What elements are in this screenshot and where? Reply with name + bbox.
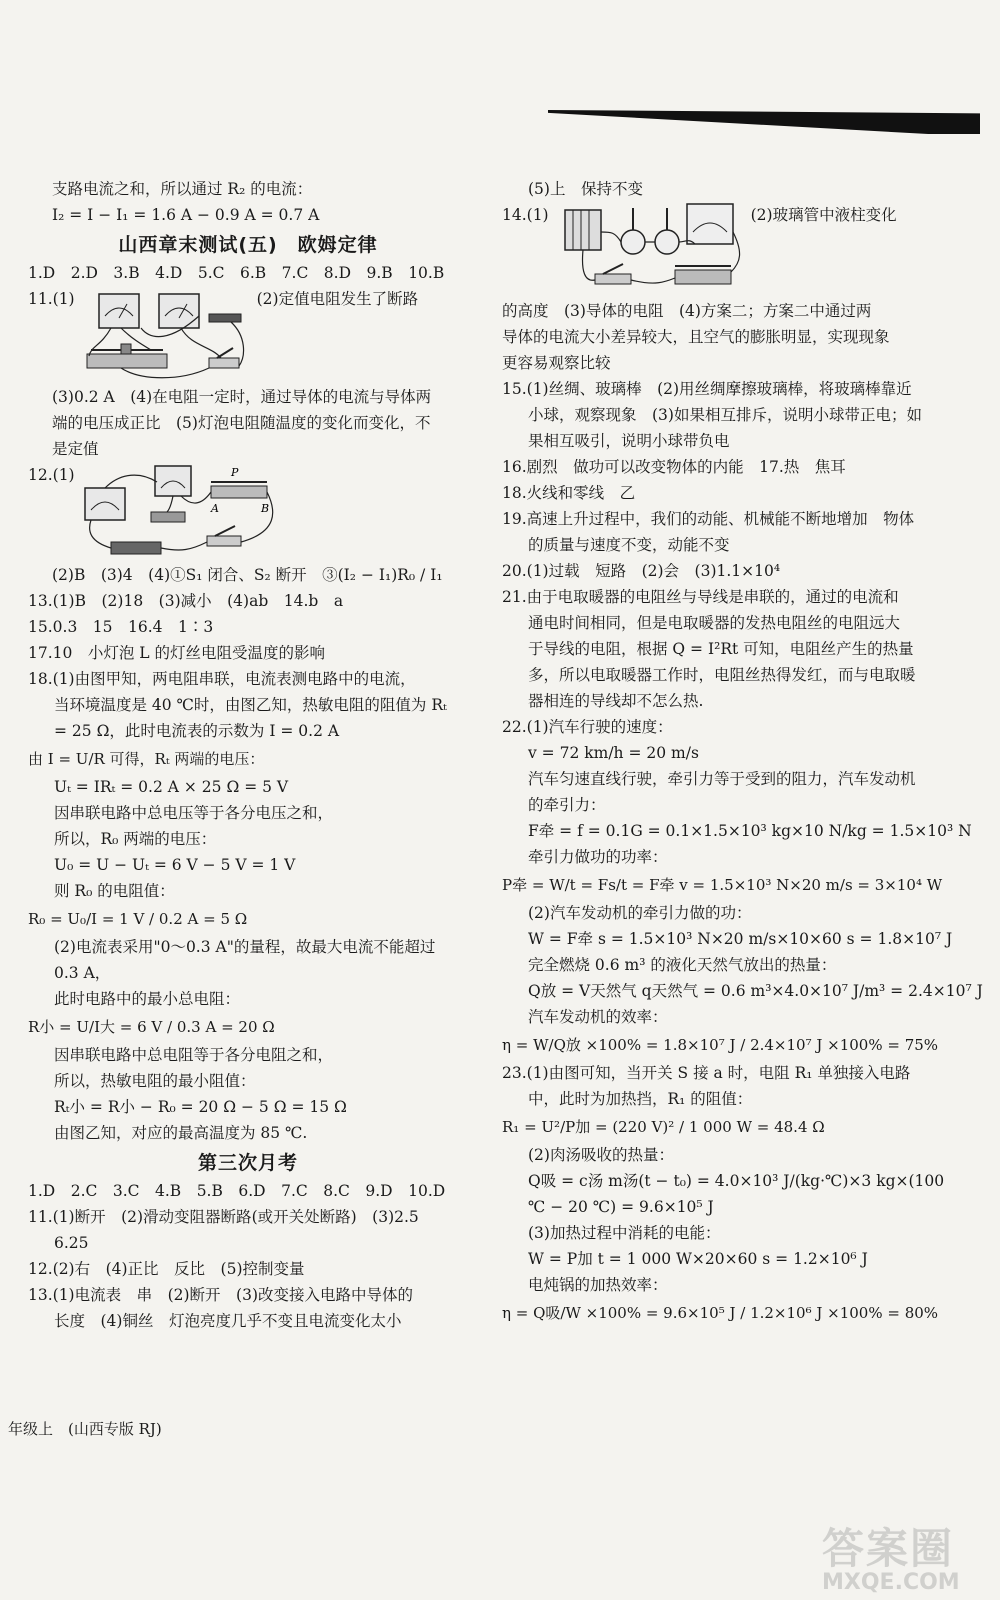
watermark-main: 答案圈	[822, 1524, 955, 1573]
text-line: 由 I = U/R 可得，Rₜ 两端的电压：	[28, 750, 265, 768]
label-b: B	[260, 502, 269, 515]
question-14-row	[502, 202, 980, 298]
text-line: F牵 = f = 0.1G = 0.1×1.5×10³ kg×10 N/kg = 1.5×10³ N	[528, 822, 972, 840]
text-line: (2)肉汤吸收的热量：	[528, 1146, 674, 1164]
text-line: 22.(1)汽车行驶的速度：	[502, 718, 673, 736]
text-line: 器相连的导线却不怎么热.	[528, 692, 704, 710]
watermark-domain: MXQE.COM	[822, 1570, 960, 1595]
text-line: 13.(1)B (2)18 (3)减小 (4)ab 14.b a	[28, 592, 344, 610]
question-answer: (2)定值电阻发生了断路	[256, 290, 419, 308]
text-line: 于导线的电阻，根据 Q = I²Rt 可知，电阻丝产生的热量	[528, 640, 914, 658]
text-line: η = Q吸/W ×100% = 9.6×10⁵ J / 1.2×10⁶ J ×100% = 80%	[502, 1304, 939, 1322]
section-heading: 山西章末测试(五) 欧姆定律	[118, 234, 378, 256]
text-line: 中，此时为加热挡，R₁ 的阻值：	[528, 1090, 753, 1108]
header-black-bar	[548, 110, 980, 134]
page-footer: 年级上 (山西专版 RJ)	[8, 1420, 162, 1438]
left-column	[28, 176, 468, 1334]
text-line: 因串联电路中总电阻等于各分电阻之和，	[54, 1046, 334, 1064]
text-line: 15.(1)丝绸、玻璃棒 (2)用丝绸摩擦玻璃棒，将玻璃棒靠近	[502, 380, 912, 398]
question-label: 11.(1)	[28, 290, 75, 308]
circuit-figure-14	[555, 202, 745, 298]
text-line: (2)汽车发动机的牵引力做的功：	[528, 904, 752, 922]
text-line: (5)上 保持不变	[528, 180, 643, 198]
text-line: 小球，观察现象 (3)如果相互排斥，说明小球带正电；如	[528, 406, 922, 424]
circuit-figure-11	[81, 286, 251, 384]
text-line: η = W/Q放 ×100% = 1.8×10⁷ J / 2.4×10⁷ J ×100% = 75%	[502, 1036, 939, 1054]
text-line: 长度 (4)铜丝 灯泡亮度几乎不变且电流变化太小	[54, 1312, 402, 1330]
text-line: 支路电流之和，所以通过 R₂ 的电流：	[52, 180, 313, 198]
text-line: 因串联电路中总电压等于各分电压之和，	[54, 804, 334, 822]
text-line: R小 = U/I大 = 6 V / 0.3 A = 20 Ω	[28, 1018, 275, 1036]
text-line: 21.由于电取暖器的电阻丝与导线是串联的，通过的电流和	[502, 588, 899, 606]
text-line: 的高度 (3)导体的电阻 (4)方案二；方案二中通过两	[502, 302, 872, 320]
text-line: 18.火线和零线 乙	[502, 484, 636, 502]
label-a: A	[210, 502, 219, 515]
text-line: 16.剧烈 做功可以改变物体的内能 17.热 焦耳	[502, 458, 846, 476]
text-line: 汽车发动机的效率：	[528, 1008, 668, 1026]
text-line: Rₜ小 = R小 − R₀ = 20 Ω − 5 Ω = 15 Ω	[54, 1098, 347, 1116]
watermark-logo	[822, 1516, 992, 1596]
question-12-row	[28, 462, 468, 562]
text-line: Q吸 = c汤 m汤(t − t₀) = 4.0×10³ J/(kg·℃)×3 kg×(100	[528, 1172, 945, 1190]
text-line: (2)B (3)4 (4)①S₁ 闭合、S₂ 断开 ③(I₂ − I₁)R₀ / I₁	[52, 566, 443, 584]
text-line: R₀ = U₀/I = 1 V / 0.2 A = 5 Ω	[28, 910, 248, 928]
text-line: 17.10 小灯泡 L 的灯丝电阻受温度的影响	[28, 644, 326, 662]
text-line: 所以，R₀ 两端的电压：	[54, 830, 217, 848]
text-line: (3)0.2 A (4)在电阻一定时，通过导体的电流与导体两	[52, 388, 432, 406]
text-line: I₂ = I − I₁ = 1.6 A − 0.9 A = 0.7 A	[52, 206, 320, 224]
question-label: 12.(1)	[28, 466, 75, 484]
text-line: 导体的电流大小差异较大，且空气的膨胀明显，实现现象	[502, 328, 890, 346]
question-answer: (2)玻璃管中液柱变化	[750, 206, 897, 224]
label-p: P	[230, 466, 239, 479]
text-line: 更容易观察比较	[502, 354, 611, 372]
text-line: 6.25	[54, 1234, 89, 1252]
text-line: ℃ − 20 ℃) = 9.6×10⁵ J	[528, 1198, 714, 1216]
text-line: Uₜ = IRₜ = 0.2 A × 25 Ω = 5 V	[54, 778, 289, 796]
text-line: W = F牵 s = 1.5×10³ N×20 m/s×10×60 s = 1.8×10⁷ J	[528, 930, 953, 948]
text-line: W = P加 t = 1 000 W×20×60 s = 1.2×10⁶ J	[528, 1250, 868, 1268]
section-heading: 第三次月考	[197, 1152, 298, 1174]
text-line: 端的电压成正比 (5)灯泡电阻随温度的变化而变化，不	[52, 414, 431, 432]
text-line: U₀ = U − Uₜ = 6 V − 5 V = 1 V	[54, 856, 296, 874]
text-line: 23.(1)由图可知，当开关 S 接 a 时，电阻 R₁ 单独接入电路	[502, 1064, 911, 1082]
text-line: 此时电路中的最小总电阻：	[54, 990, 241, 1008]
text-line: 20.(1)过载 短路 (2)会 (3)1.1×10⁴	[502, 562, 781, 580]
text-line: 牵引力做功的功率：	[528, 848, 668, 866]
text-line: = 25 Ω，此时电流表的示数为 I = 0.2 A	[54, 722, 340, 740]
text-line: 多，所以电取暖器工作时，电阻丝热得发红，而与电取暖	[528, 666, 916, 684]
text-line: 当环境温度是 40 ℃时，由图乙知，热敏电阻的阻值为 Rₜ	[54, 696, 447, 714]
text-line: Q放 = V天然气 q天然气 = 0.6 m³×4.0×10⁷ J/m³ = 2.4×10⁷ J	[528, 982, 983, 1000]
text-line: 11.(1)断开 (2)滑动变阻器断路(或开关处断路) (3)2.5	[28, 1208, 419, 1226]
text-line: 所以，热敏电阻的最小阻值：	[54, 1072, 256, 1090]
text-line: 是定值	[52, 440, 99, 458]
text-line: (3)加热过程中消耗的电能：	[528, 1224, 721, 1242]
text-line: 则 R₀ 的电阻值：	[54, 882, 175, 900]
right-column	[502, 176, 983, 1328]
text-line: 通电时间相同，但是电取暖器的发热电阻丝的电阻远大	[528, 614, 901, 632]
text-line: 0.3 A，	[54, 964, 111, 982]
text-line: 的质量与速度不变，动能不变	[528, 536, 730, 554]
text-line: 汽车匀速直线行驶，牵引力等于受到的阻力，汽车发动机	[528, 770, 916, 788]
question-11-row	[28, 286, 468, 384]
text-line: R₁ = U²/P加 = (220 V)² / 1 000 W = 48.4 Ω	[502, 1118, 825, 1136]
text-line: 13.(1)电流表 串 (2)断开 (3)改变接入电路中导体的	[28, 1286, 414, 1304]
question-label: 14.(1)	[502, 206, 549, 224]
text-line: v = 72 km/h = 20 m/s	[528, 744, 699, 762]
text-line: P牵 = W/t = Fs/t = F牵 v = 1.5×10³ N×20 m/s = 3×10⁴ W	[502, 876, 943, 894]
text-line: 1.D 2.C 3.C 4.B 5.B 6.D 7.C 8.C 9.D 10.D	[28, 1182, 446, 1200]
text-line: 由图乙知，对应的最高温度为 85 ℃.	[54, 1124, 308, 1142]
text-line: 19.高速上升过程中，我们的动能、机械能不断地增加 物体	[502, 510, 915, 528]
text-line: 完全燃烧 0.6 m³ 的液化天然气放出的热量：	[528, 956, 837, 974]
text-line: 18.(1)由图甲知，两电阻串联，电流表测电路中的电流，	[28, 670, 416, 688]
text-line: 果相互吸引，说明小球带负电	[528, 432, 730, 450]
text-line: (2)电流表采用"0～0.3 A"的量程，故最大电流不能超过	[54, 938, 436, 956]
circuit-figure-12	[81, 462, 281, 562]
text-line: 15.0.3 15 16.4 1∶3	[28, 618, 214, 636]
text-line: 1.D 2.D 3.B 4.D 5.C 6.B 7.C 8.D 9.B 10.B	[28, 264, 445, 282]
text-line: 电炖锅的加热效率：	[528, 1276, 668, 1294]
text-line: 的牵引力：	[528, 796, 606, 814]
text-line: 12.(2)右 (4)正比 反比 (5)控制变量	[28, 1260, 305, 1278]
